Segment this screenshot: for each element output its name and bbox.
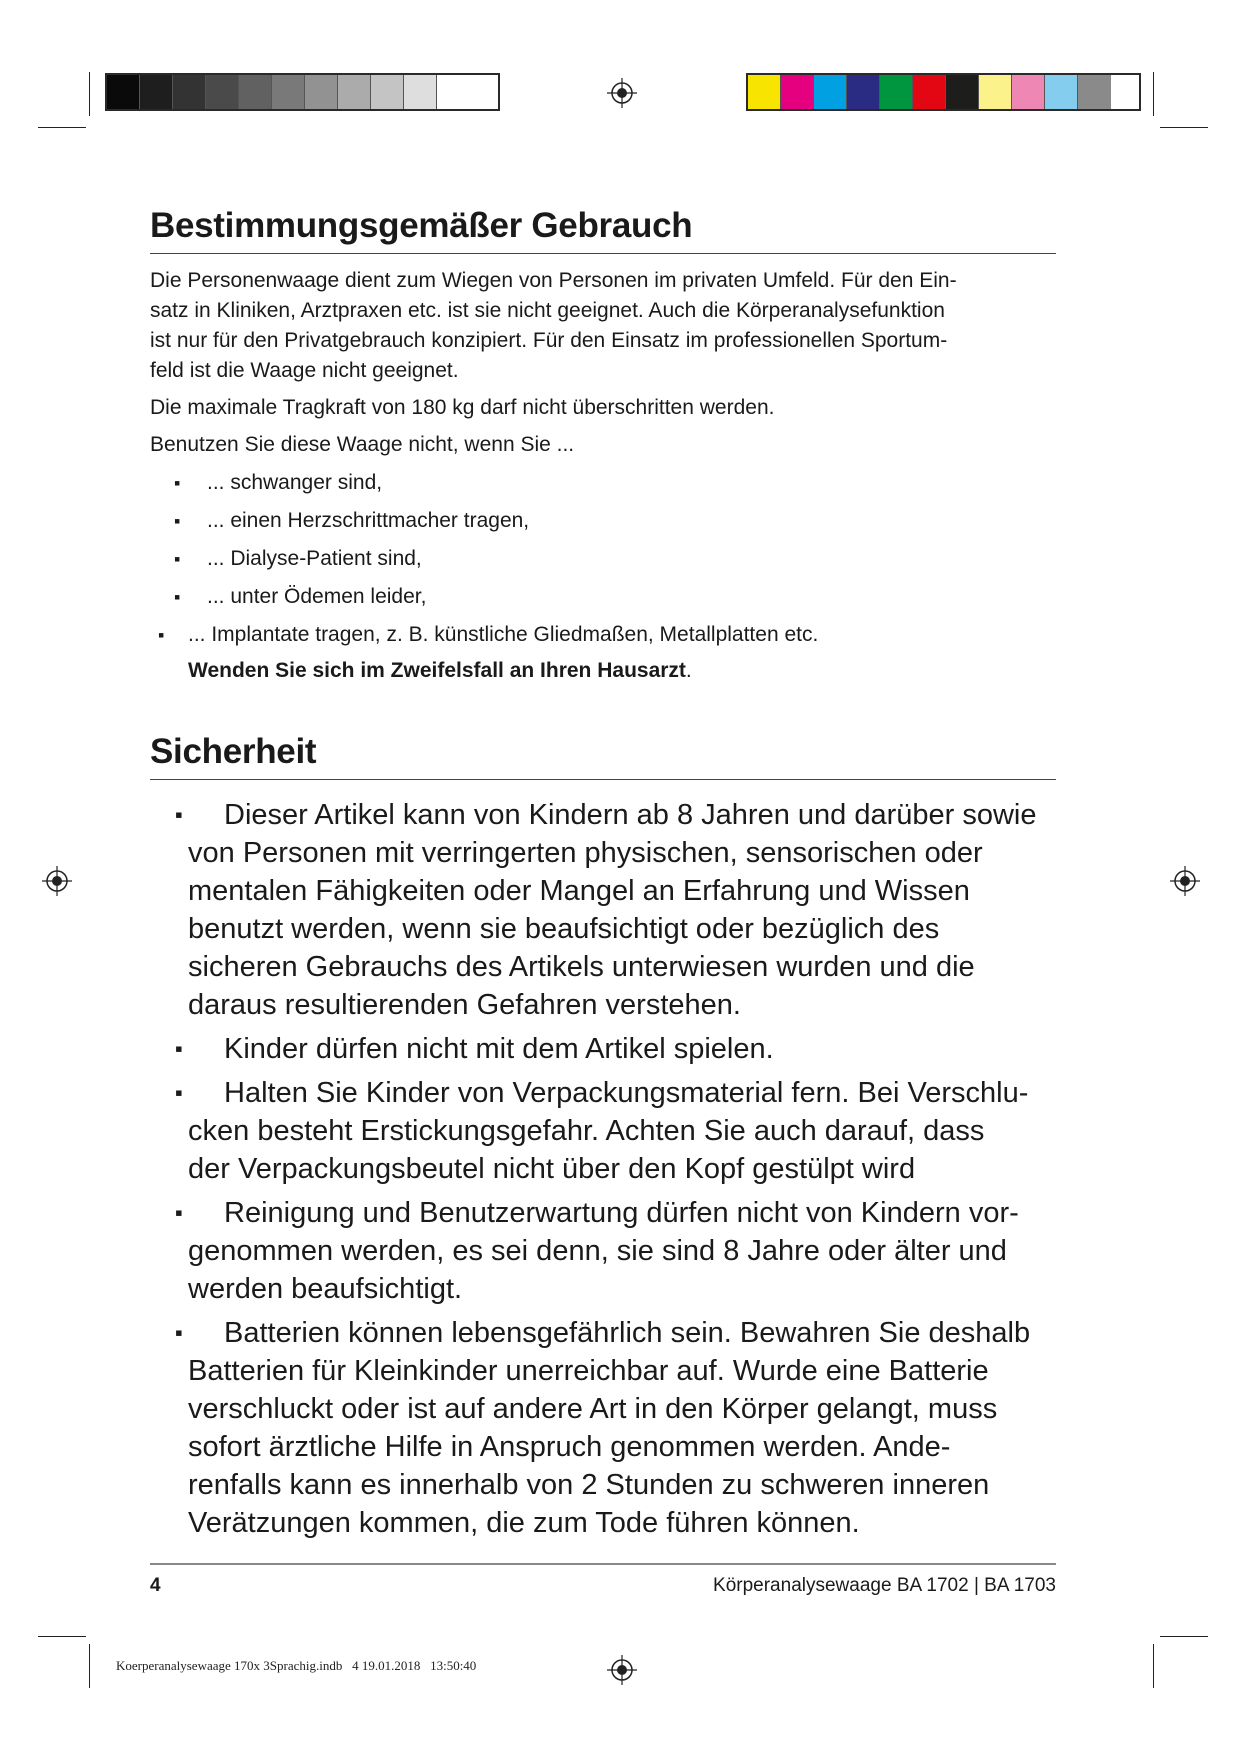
list-item	[150, 796, 1085, 1024]
bullet-icon: ▪	[175, 1200, 183, 1225]
list-item-line: Kinder dürfen nicht mit dem Artikel spielen.	[224, 1033, 774, 1065]
list-item-text: ... einen Herzschrittmacher tragen,	[207, 509, 530, 532]
gray-swatch	[272, 75, 305, 109]
gray-swatch	[404, 75, 437, 109]
color-swatch	[880, 75, 913, 109]
color-swatch	[781, 75, 814, 109]
bullet-icon: ▪	[174, 549, 181, 569]
list-item-line: daraus resultierenden Gefahren verstehen.	[188, 989, 741, 1021]
color-swatch	[814, 75, 847, 109]
paragraph-line: ist nur für den Privatgebrauch konzipiert. Für den Einsatz im professionellen Sportum-	[150, 329, 948, 352]
color-swatch	[748, 75, 781, 109]
section-intended-use	[150, 205, 1056, 686]
print-slug: Koerperanalysewaage 170x 3Sprachig.indb 4 19.01.2018 13:50:40	[116, 1658, 477, 1673]
list-item-text: ... unter Ödemen leider,	[207, 585, 427, 608]
crop-mark-top-right-h	[1160, 127, 1208, 128]
bullet-icon: ▪	[175, 1036, 183, 1061]
paragraph-line: satz in Kliniken, Arztpraxen etc. ist sie nicht geeignet. Auch die Körperanalysefunktion	[150, 299, 945, 322]
process-color-bar	[746, 73, 1141, 111]
crop-mark-bottom-right-v	[1153, 1644, 1154, 1688]
color-swatch	[1078, 75, 1111, 109]
paragraph-max-load: Die maximale Tragkraft von 180 kg darf nicht überschritten werden.	[150, 396, 775, 419]
footer-divider	[150, 1563, 1056, 1565]
section-safety	[150, 731, 1085, 1548]
page-number: 4	[150, 1575, 161, 1596]
list-item-line: von Personen mit verringerten physischen, sensorischen oder	[188, 837, 983, 869]
list-item-line: Reinigung und Benutzerwartung dürfen nicht von Kindern vor-	[224, 1197, 1019, 1229]
list-item	[150, 620, 1056, 650]
list-item	[150, 544, 1056, 574]
list-item	[150, 506, 1056, 536]
crop-mark-top-right-v	[1153, 72, 1154, 116]
gray-swatch	[338, 75, 371, 109]
bullet-icon: ▪	[175, 802, 183, 827]
gray-swatch	[437, 75, 470, 109]
list-item-line: cken besteht Erstickungsgefahr. Achten Sie auch darauf, dass	[188, 1115, 985, 1147]
list-item-line: genommen werden, es sei denn, sie sind 8 Jahre oder älter und	[188, 1235, 1007, 1267]
doctor-note	[188, 656, 1056, 686]
list-item	[150, 468, 1056, 498]
color-swatch	[1045, 75, 1078, 109]
list-item	[150, 1194, 1085, 1308]
list-item-line: werden beaufsichtigt.	[188, 1273, 463, 1305]
gray-swatch	[239, 75, 272, 109]
registration-mark-bottom-icon	[607, 1655, 637, 1685]
list-item	[150, 1314, 1085, 1542]
list-item-line: Batterien für Kleinkinder unerreichbar auf. Wurde eine Batterie	[188, 1355, 989, 1387]
list-item-line: benutzt werden, wenn sie beaufsichtigt oder bezüglich des	[188, 913, 940, 945]
color-swatch	[979, 75, 1012, 109]
color-swatch	[913, 75, 946, 109]
list-item-text: ... Implantate tragen, z. B. künstliche Gliedmaßen, Metallplatten etc.	[188, 623, 819, 646]
crop-mark-bottom-left-h	[38, 1636, 86, 1637]
color-swatch	[847, 75, 880, 109]
section-heading-intended-use: Bestimmungsgemäßer Gebrauch	[150, 205, 1056, 254]
paragraph-line: Die Personenwaage dient zum Wiegen von Personen im privaten Umfeld. Für den Ein-	[150, 269, 957, 292]
paragraph-line: feld ist die Waage nicht geeignet.	[150, 359, 459, 382]
list-item-line: Dieser Artikel kann von Kindern ab 8 Jahren und darüber sowie	[224, 799, 1037, 831]
color-swatch	[1012, 75, 1045, 109]
bullet-icon: ▪	[175, 1080, 183, 1105]
list-item-line: sicheren Gebrauchs des Artikels unterwiesen wurden und die	[188, 951, 975, 983]
list-item	[150, 582, 1056, 612]
bullet-icon: ▪	[175, 1320, 183, 1345]
doctor-note-bold: Wenden Sie sich im Zweifelsfall an Ihren Hausarzt	[188, 659, 686, 682]
footer-product-title: Körperanalysewaage BA 1702 | BA 1703	[713, 1575, 1056, 1596]
bullet-icon: ▪	[158, 625, 165, 645]
paragraph-purpose	[150, 266, 1056, 386]
crop-mark-top-left-v	[89, 72, 90, 116]
registration-mark-top-icon	[607, 78, 637, 108]
gray-swatch	[107, 75, 140, 109]
list-item	[150, 1074, 1085, 1188]
gray-swatch	[305, 75, 338, 109]
list-item-line: sofort ärztliche Hilfe in Anspruch genommen werden. Ande-	[188, 1431, 951, 1463]
safety-list	[150, 796, 1085, 1542]
section-heading-safety: Sicherheit	[150, 731, 1056, 780]
gray-swatch	[206, 75, 239, 109]
list-item-line: mentalen Fähigkeiten oder Mangel an Erfahrung und Wissen	[188, 875, 970, 907]
paragraph-do-not-use: Benutzen Sie diese Waage nicht, wenn Sie ...	[150, 433, 575, 456]
list-item-line: Halten Sie Kinder von Verpackungsmaterial fern. Bei Verschlu-	[224, 1077, 1029, 1109]
list-item-line: Batterien können lebensgefährlich sein. Bewahren Sie deshalb	[224, 1317, 1031, 1349]
list-item-line: Verätzungen kommen, die zum Tode führen können.	[188, 1507, 860, 1539]
contraindication-list	[150, 468, 1056, 650]
registration-mark-left-icon	[42, 866, 72, 896]
gray-swatch	[371, 75, 404, 109]
registration-mark-right-icon	[1170, 866, 1200, 896]
list-item	[150, 1030, 1085, 1068]
crop-mark-bottom-left-v	[89, 1644, 90, 1688]
grayscale-color-bar	[105, 73, 500, 111]
bullet-icon: ▪	[174, 587, 181, 607]
gray-swatch	[173, 75, 206, 109]
gray-swatch	[140, 75, 173, 109]
color-swatch	[946, 75, 979, 109]
list-item-line: verschluckt oder ist auf andere Art in den Körper gelangt, muss	[188, 1393, 998, 1425]
bullet-icon: ▪	[174, 473, 181, 493]
list-item-line: der Verpackungsbeutel nicht über den Kopf gestülpt wird	[188, 1153, 916, 1185]
bullet-icon: ▪	[174, 511, 181, 531]
crop-mark-top-left-h	[38, 127, 86, 128]
doctor-note-period: .	[685, 659, 692, 682]
list-item-line: renfalls kann es innerhalb von 2 Stunden zu schweren inneren	[188, 1469, 990, 1501]
list-item-text: ... Dialyse-Patient sind,	[207, 547, 422, 570]
list-item-text: ... schwanger sind,	[207, 471, 383, 494]
crop-mark-bottom-right-h	[1160, 1636, 1208, 1637]
